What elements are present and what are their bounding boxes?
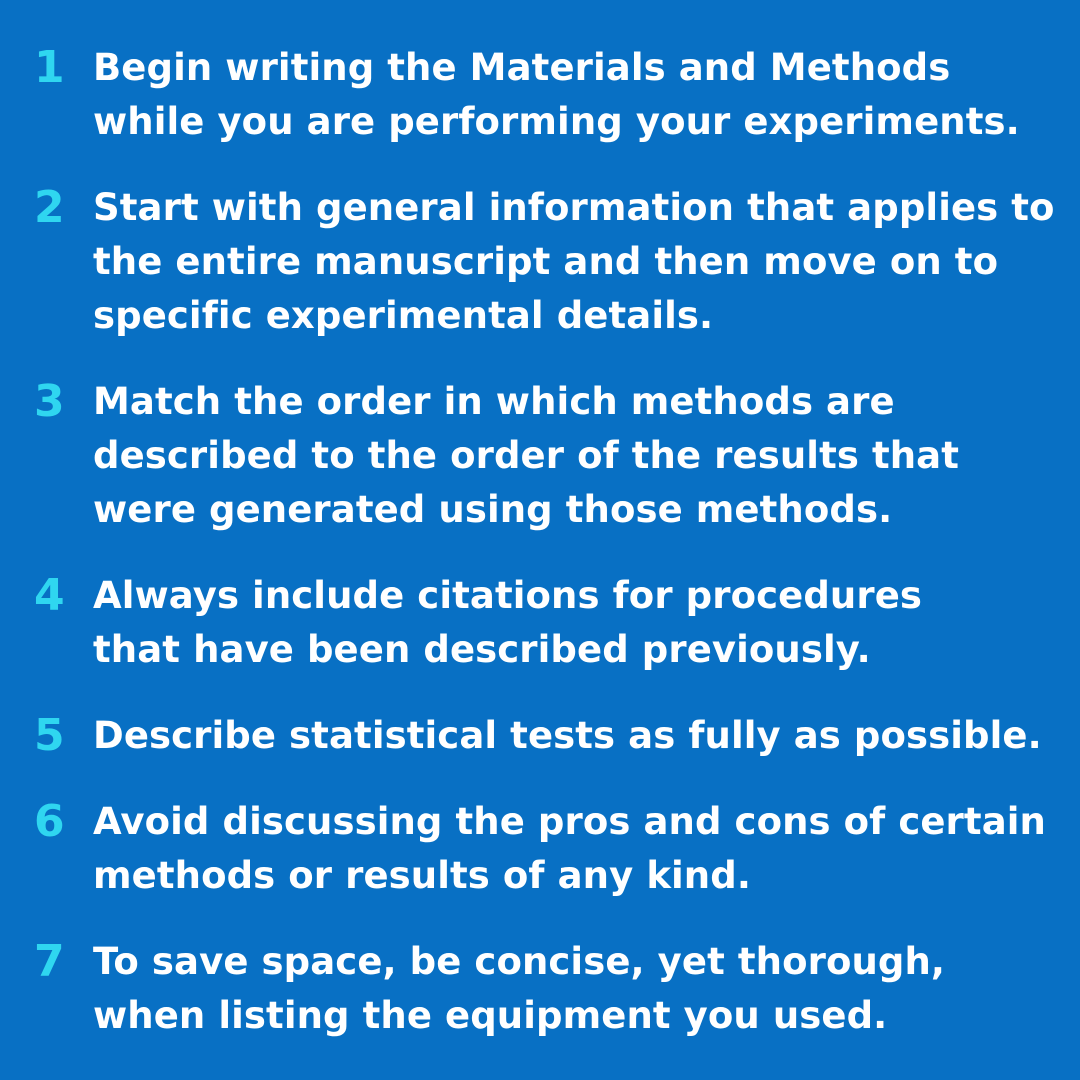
tip-line: Match the order in which methods are xyxy=(93,380,895,423)
tip-line: specific experimental details. xyxy=(93,294,714,337)
tip-text xyxy=(93,795,1068,903)
tip-line: while you are performing your experiments. xyxy=(93,100,1020,143)
tip-line: methods or results of any kind. xyxy=(93,854,751,897)
tip-line: Begin writing the Materials and Methods xyxy=(93,46,951,89)
tip-line: Describe statistical tests as fully as possible. xyxy=(93,714,1042,757)
tip-text xyxy=(93,181,1068,343)
tip-line: that have been described previously. xyxy=(93,628,871,671)
tip-line: when listing the equipment you used. xyxy=(93,994,888,1037)
tip-text xyxy=(93,41,1068,149)
tip-line: Always include citations for procedures xyxy=(93,574,923,617)
tip-number: 7 xyxy=(34,936,65,987)
tip-number: 6 xyxy=(34,796,65,847)
tip-line: were generated using those methods. xyxy=(93,488,893,531)
tip-number: 3 xyxy=(34,376,65,427)
tip-text xyxy=(93,709,1068,763)
tip-line: the entire manuscript and then move on to xyxy=(93,240,999,283)
tip-line: described to the order of the results that xyxy=(93,434,960,477)
tip-number: 5 xyxy=(34,710,65,761)
tip-number: 4 xyxy=(34,570,65,621)
tip-text xyxy=(93,375,1068,537)
tip-line: To save space, be concise, yet thorough, xyxy=(93,940,946,983)
tip-text xyxy=(93,935,1068,1043)
tip-number: 1 xyxy=(34,42,65,93)
tip-text xyxy=(93,569,1068,677)
tip-line: Start with general information that applies to xyxy=(93,186,1055,229)
tip-number: 2 xyxy=(34,182,65,233)
tip-line: Avoid discussing the pros and cons of certain xyxy=(93,800,1046,843)
